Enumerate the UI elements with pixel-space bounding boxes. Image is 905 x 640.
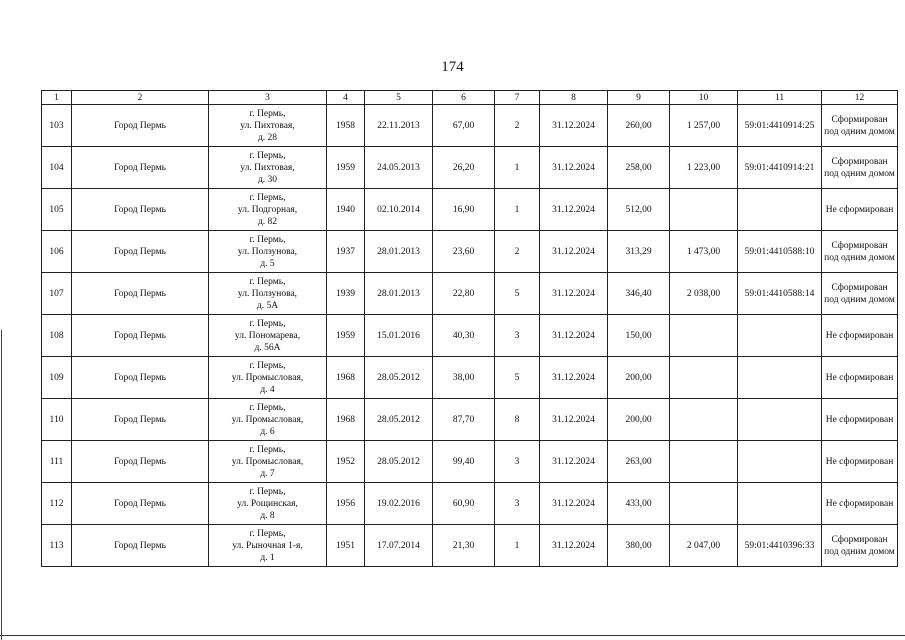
land-area-cell: 1 223,00 (670, 147, 738, 189)
status-line: Сформирован (831, 156, 888, 167)
table-row (42, 273, 898, 315)
due-date-cell: 31.12.2024 (540, 357, 608, 399)
status-line: Сформирован (831, 534, 888, 545)
due-date-cell: 31.12.2024 (540, 441, 608, 483)
column-header: 8 (540, 91, 608, 105)
table-row (42, 189, 898, 231)
status-line: под одним домом (824, 252, 895, 263)
date-cell: 15.01.2016 (365, 315, 433, 357)
date-cell: 22.11.2013 (365, 105, 433, 147)
count-cell: 3 (495, 441, 540, 483)
date-cell: 28.05.2012 (365, 357, 433, 399)
column-header: 7 (495, 91, 540, 105)
land-area-cell: 2 047,00 (670, 525, 738, 567)
count-cell: 1 (495, 525, 540, 567)
value-cell: 260,00 (608, 105, 670, 147)
count-cell: 1 (495, 147, 540, 189)
row-number-cell: 110 (42, 399, 72, 441)
address-cell (209, 147, 327, 189)
address-line: ул. Ползунова, (237, 246, 298, 257)
date-cell: 19.02.2016 (365, 483, 433, 525)
status-line: под одним домом (824, 546, 895, 557)
year-cell: 1968 (327, 357, 365, 399)
address-cell (209, 399, 327, 441)
cadastral-number-cell (738, 189, 822, 231)
address-cell (209, 441, 327, 483)
land-area-cell: 2 038,00 (670, 273, 738, 315)
municipality-cell: Город Пермь (72, 357, 209, 399)
status-line: Не сформирован (825, 456, 894, 467)
column-header: 2 (72, 91, 209, 105)
cadastral-number-cell (738, 315, 822, 357)
area-cell: 99,40 (433, 441, 495, 483)
due-date-cell: 31.12.2024 (540, 399, 608, 441)
value-cell: 200,00 (608, 399, 670, 441)
row-number-cell: 112 (42, 483, 72, 525)
address-line: ул. Рощинская, (237, 498, 298, 509)
due-date-cell: 31.12.2024 (540, 147, 608, 189)
municipality-cell: Город Пермь (72, 315, 209, 357)
status-cell (822, 105, 898, 147)
status-line: Не сформирован (825, 498, 894, 509)
value-cell: 263,00 (608, 441, 670, 483)
area-cell: 40,30 (433, 315, 495, 357)
value-cell: 380,00 (608, 525, 670, 567)
status-cell (822, 441, 898, 483)
table-row (42, 399, 898, 441)
address-line: г. Пермь, (249, 444, 286, 455)
column-header: 11 (738, 91, 822, 105)
count-cell: 8 (495, 399, 540, 441)
address-line: д. 7 (260, 468, 275, 479)
address-line: д. 28 (257, 132, 278, 143)
value-cell: 200,00 (608, 357, 670, 399)
year-cell: 1956 (327, 483, 365, 525)
cadastral-number-cell: 59:01:4410588:10 (738, 231, 822, 273)
cadastral-number-cell: 59:01:4410588:14 (738, 273, 822, 315)
area-cell: 87,70 (433, 399, 495, 441)
address-cell (209, 231, 327, 273)
address-line: г. Пермь, (249, 108, 286, 119)
status-cell (822, 147, 898, 189)
year-cell: 1951 (327, 525, 365, 567)
address-line: г. Пермь, (249, 402, 286, 413)
count-cell: 5 (495, 273, 540, 315)
address-cell (209, 105, 327, 147)
address-line: г. Пермь, (249, 276, 286, 287)
status-line: Сформирован (831, 114, 888, 125)
municipality-cell: Город Пермь (72, 147, 209, 189)
due-date-cell: 31.12.2024 (540, 483, 608, 525)
cadastral-number-cell (738, 441, 822, 483)
address-line: ул. Пихтовая, (240, 120, 295, 131)
row-number-cell: 104 (42, 147, 72, 189)
row-number-cell: 106 (42, 231, 72, 273)
count-cell: 5 (495, 357, 540, 399)
cadastral-number-cell (738, 399, 822, 441)
column-header: 4 (327, 91, 365, 105)
status-line: под одним домом (824, 126, 895, 137)
area-cell: 26,20 (433, 147, 495, 189)
column-header: 9 (608, 91, 670, 105)
column-header: 10 (670, 91, 738, 105)
page-number: 174 (441, 59, 464, 75)
table-row (42, 147, 898, 189)
address-line: д. 1 (260, 552, 275, 563)
year-cell: 1968 (327, 399, 365, 441)
municipality-cell: Город Пермь (72, 189, 209, 231)
address-line: д. 6 (260, 426, 275, 437)
count-cell: 2 (495, 105, 540, 147)
row-number-cell: 108 (42, 315, 72, 357)
year-cell: 1952 (327, 441, 365, 483)
date-cell: 28.05.2012 (365, 399, 433, 441)
row-number-cell: 113 (42, 525, 72, 567)
count-cell: 3 (495, 483, 540, 525)
value-cell: 433,00 (608, 483, 670, 525)
status-cell (822, 273, 898, 315)
status-cell (822, 399, 898, 441)
area-cell: 21,30 (433, 525, 495, 567)
municipality-cell: Город Пермь (72, 441, 209, 483)
table-row (42, 231, 898, 273)
address-line: ул. Промысловая, (231, 456, 304, 467)
status-cell (822, 357, 898, 399)
due-date-cell: 31.12.2024 (540, 105, 608, 147)
year-cell: 1939 (327, 273, 365, 315)
column-header: 3 (209, 91, 327, 105)
count-cell: 2 (495, 231, 540, 273)
address-line: ул. Ползунова, (237, 288, 298, 299)
address-line: г. Пермь, (249, 192, 286, 203)
area-cell: 16,90 (433, 189, 495, 231)
column-header: 6 (433, 91, 495, 105)
date-cell: 24.05.2013 (365, 147, 433, 189)
area-cell: 38,00 (433, 357, 495, 399)
municipality-cell: Город Пермь (72, 483, 209, 525)
table-row (42, 315, 898, 357)
table-row (42, 105, 898, 147)
area-cell: 23,60 (433, 231, 495, 273)
status-cell (822, 189, 898, 231)
scan-edge-bottom (0, 635, 905, 636)
status-line: Сформирован (831, 240, 888, 251)
date-cell: 28.01.2013 (365, 231, 433, 273)
status-cell (822, 315, 898, 357)
count-cell: 3 (495, 315, 540, 357)
status-cell (822, 525, 898, 567)
address-line: ул. Рыночная 1-я, (232, 540, 303, 551)
land-area-cell (670, 357, 738, 399)
row-number-cell: 109 (42, 357, 72, 399)
address-line: ул. Промысловая, (231, 372, 304, 383)
address-line: г. Пермь, (249, 528, 286, 539)
address-line: ул. Подгорная, (237, 204, 298, 215)
value-cell: 150,00 (608, 315, 670, 357)
column-header: 1 (42, 91, 72, 105)
date-cell: 28.01.2013 (365, 273, 433, 315)
address-line: д. 56А (254, 342, 281, 353)
address-line: ул. Пихтовая, (240, 162, 295, 173)
row-number-cell: 111 (42, 441, 72, 483)
address-line: г. Пермь, (249, 318, 286, 329)
status-cell (822, 231, 898, 273)
status-line: Не сформирован (825, 204, 894, 215)
address-line: д. 5А (256, 300, 279, 311)
date-cell: 28.05.2012 (365, 441, 433, 483)
status-line: Не сформирован (825, 414, 894, 425)
header-row (42, 91, 898, 105)
cadastral-number-cell: 59:01:4410914:25 (738, 105, 822, 147)
address-cell (209, 273, 327, 315)
municipality-cell: Город Пермь (72, 399, 209, 441)
address-line: ул. Промысловая, (231, 414, 304, 425)
year-cell: 1937 (327, 231, 365, 273)
address-line: д. 30 (257, 174, 278, 185)
status-line: под одним домом (824, 294, 895, 305)
area-cell: 22,80 (433, 273, 495, 315)
address-line: г. Пермь, (249, 234, 286, 245)
land-area-cell (670, 399, 738, 441)
status-cell (822, 483, 898, 525)
municipality-cell: Город Пермь (72, 273, 209, 315)
table-row (42, 483, 898, 525)
count-cell: 1 (495, 189, 540, 231)
value-cell: 512,00 (608, 189, 670, 231)
cadastral-number-cell (738, 483, 822, 525)
municipality-cell: Город Пермь (72, 105, 209, 147)
due-date-cell: 31.12.2024 (540, 315, 608, 357)
year-cell: 1959 (327, 147, 365, 189)
due-date-cell: 31.12.2024 (540, 525, 608, 567)
municipality-cell: Город Пермь (72, 231, 209, 273)
cadastral-number-cell (738, 357, 822, 399)
table-row (42, 525, 898, 567)
table-row (42, 441, 898, 483)
status-line: Не сформирован (825, 372, 894, 383)
address-line: д. 5 (260, 258, 275, 269)
area-cell: 60,90 (433, 483, 495, 525)
due-date-cell: 31.12.2024 (540, 273, 608, 315)
address-cell (209, 189, 327, 231)
due-date-cell: 31.12.2024 (540, 231, 608, 273)
registry-table (41, 90, 898, 567)
year-cell: 1958 (327, 105, 365, 147)
address-cell (209, 315, 327, 357)
land-area-cell (670, 189, 738, 231)
year-cell: 1959 (327, 315, 365, 357)
land-area-cell (670, 441, 738, 483)
address-line: д. 8 (260, 510, 275, 521)
status-line: Сформирован (831, 282, 888, 293)
row-number-cell: 105 (42, 189, 72, 231)
status-line: Не сформирован (825, 330, 894, 341)
cadastral-number-cell: 59:01:4410914:21 (738, 147, 822, 189)
address-cell (209, 525, 327, 567)
column-header: 12 (822, 91, 898, 105)
date-cell: 02.10.2014 (365, 189, 433, 231)
address-line: г. Пермь, (249, 486, 286, 497)
scan-edge-left (1, 330, 2, 640)
row-number-cell: 103 (42, 105, 72, 147)
address-line: д. 4 (260, 384, 275, 395)
cadastral-number-cell: 59:01:4410396:33 (738, 525, 822, 567)
value-cell: 313,29 (608, 231, 670, 273)
address-cell (209, 483, 327, 525)
year-cell: 1940 (327, 189, 365, 231)
status-line: под одним домом (824, 168, 895, 179)
area-cell: 67,00 (433, 105, 495, 147)
address-line: г. Пермь, (249, 150, 286, 161)
address-line: д. 82 (257, 216, 278, 227)
address-line: ул. Пономарева, (234, 330, 301, 341)
land-area-cell: 1 257,00 (670, 105, 738, 147)
value-cell: 346,40 (608, 273, 670, 315)
address-cell (209, 357, 327, 399)
row-number-cell: 107 (42, 273, 72, 315)
date-cell: 17.07.2014 (365, 525, 433, 567)
value-cell: 258,00 (608, 147, 670, 189)
land-area-cell: 1 473,00 (670, 231, 738, 273)
address-line: г. Пермь, (249, 360, 286, 371)
table-row (42, 357, 898, 399)
land-area-cell (670, 483, 738, 525)
municipality-cell: Город Пермь (72, 525, 209, 567)
column-header: 5 (365, 91, 433, 105)
due-date-cell: 31.12.2024 (540, 189, 608, 231)
land-area-cell (670, 315, 738, 357)
